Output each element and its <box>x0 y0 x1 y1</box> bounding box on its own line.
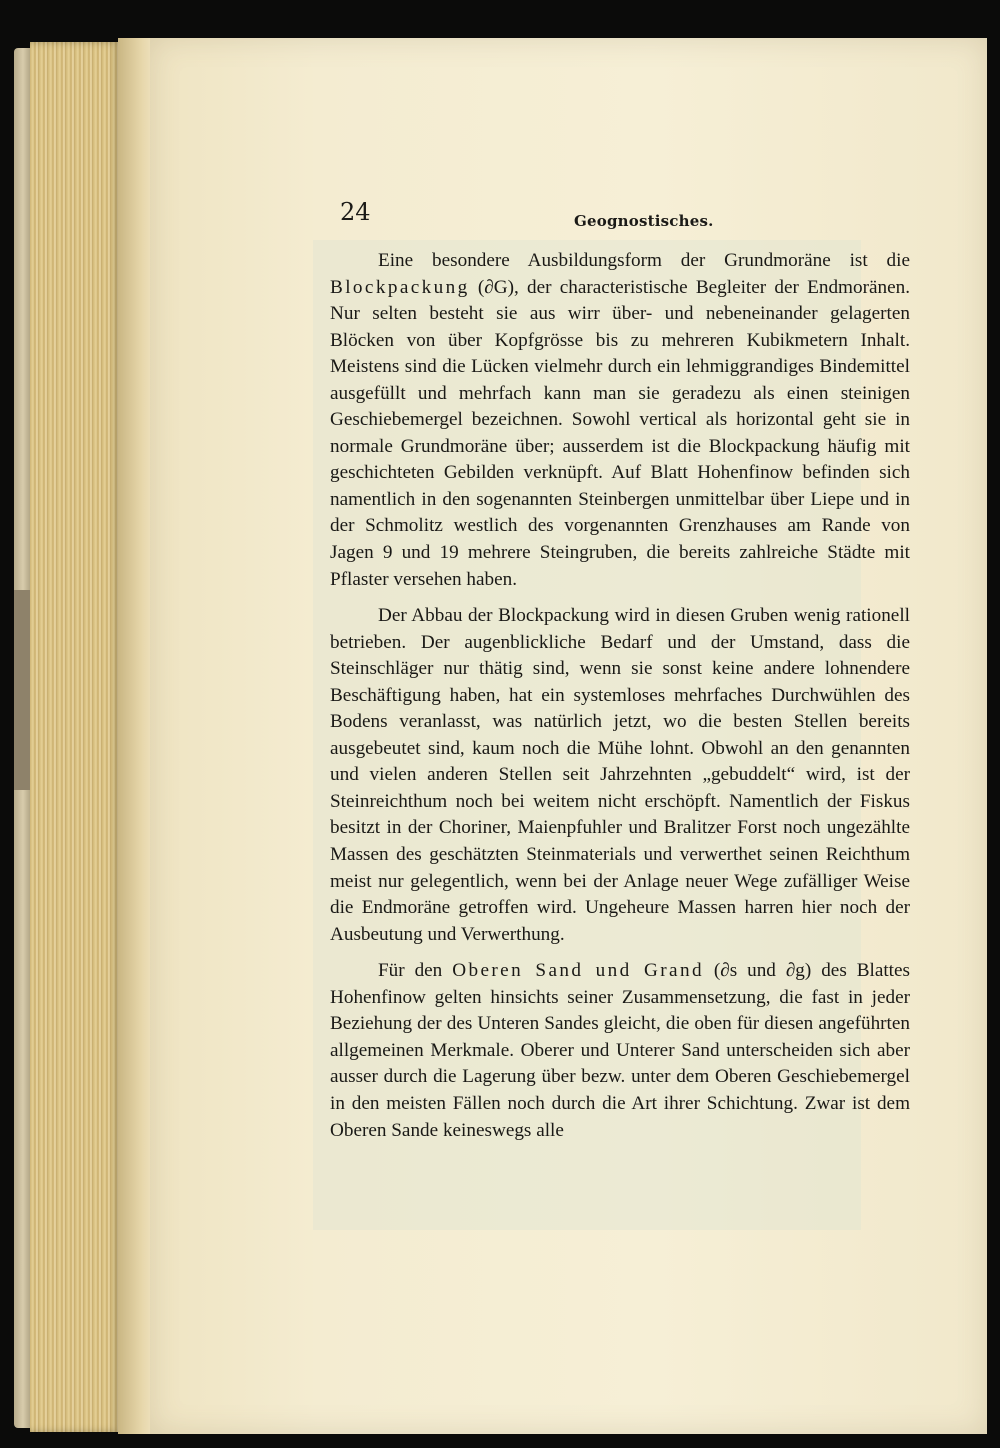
page-header <box>340 198 920 232</box>
paragraph-oberer-sand <box>330 958 910 1144</box>
body-text <box>330 248 910 1144</box>
paragraph-blockpackung <box>330 248 910 593</box>
running-head: Geognostisches. <box>574 212 714 230</box>
paragraph-rest: (∂G), der characteristische Begleiter der Endmoränen. Nur selten besteht sie aus wirr über- und nebeneinander gelagerten Blöcken von über Kopfgrösse bis zu mehreren Kubikmetern Inhalt. Meistens sind die Lücken vielmehr durch ein lehmiggrandiges Bindemittel ausgefüllt und mehrfach kann man sie geradezu als einen steinigen Geschiebemergel bezeichnen. Sowohl vertical als horizontal geht sie in normale Grundmoräne über; ausserdem ist die Blockpackung häufig mit geschichteten Gebilden verknüpft. Auf Blatt Hohenfinow befinden sich namentlich in den sogenannten Steinbergen unmittelbar über Liepe und in der Schmolitz westlich des vorgenannten Grenzhauses am Rande von Jagen 9 und 19 mehrere Steingruben, die bereits zahlreiche Städte mit Pflaster versehen haben. <box>330 276 910 590</box>
paragraph-lead: Der Abbau der Blockpackung wird in diesen Gruben wenig rationell betrieben. Der augenblickliche Bedarf und der Umstand, dass die Steinschläger nur thätig sind, wenn sie sonst keine andere lohnendere Beschäftigung haben, hat ein systemloses mehrfaches Durchwühlen des Bodens veranlasst, was natürlich jetzt, wo die besten Stellen bereits ausgebeutet sind, kaum noch die Mühe lohnt. Obwohl an den genannten und vielen anderen Stellen seit Jahrzehnten „gebuddelt“ wird, ist der Steinreichthum noch bei weitem nicht erschöpft. Namentlich der Fiskus besitzt in der Choriner, Maienpfuhler und Bralitzer Forst noch ungezählte Massen des geschätzten Steinmaterials und verwerthet seinen Reichthum meist nur gelegentlich, wenn bei der Anlage neuer Wege zufälliger Weise die Endmoräne getroffen wird. Ungeheure Massen harren hier noch der Ausbeutung und Verwerthung. <box>330 605 910 945</box>
page-stack-edges <box>30 42 122 1432</box>
paragraph-term: Oberen Sand und Grand <box>452 960 704 982</box>
paragraph-lead: Für den <box>378 960 453 982</box>
paragraph-lead: Eine besondere Ausbildungsform der Grundmoräne ist die <box>378 250 910 271</box>
page-number: 24 <box>340 198 371 226</box>
paragraph-term: Blockpackung <box>330 276 470 298</box>
paragraph-rest: (∂s und ∂g) des Blattes Hohenfinow gelten hinsichts seiner Zusammensetzung, die fast in jeder Beziehung der des Unteren Sandes gleicht, die oben für diesen angeführten allgemeinen Merkmale. Oberer und Unterer Sand unterscheiden sich aber ausser durch die Lagerung über bezw. unter dem Oberen Geschiebemergel in den meisten Fällen noch durch die Art ihrer Schichtung. Zwar ist dem Oberen Sande keineswegs alle <box>330 960 910 1141</box>
paragraph-abbau <box>330 603 910 948</box>
